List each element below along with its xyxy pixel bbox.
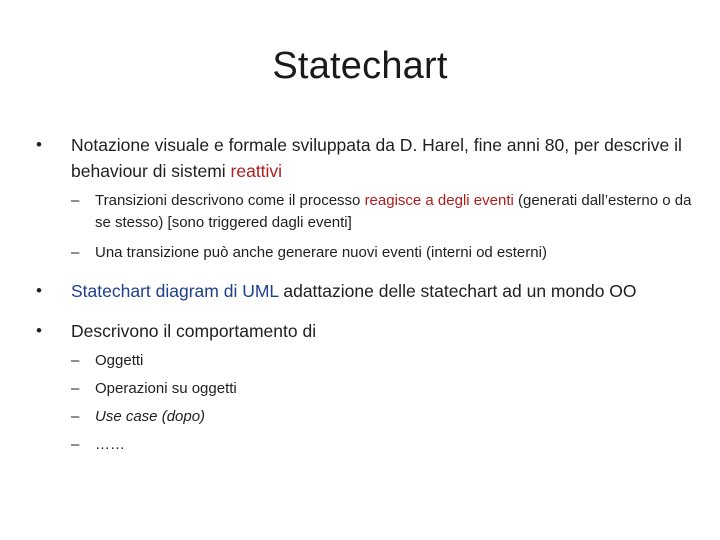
bullet-marker: • — [36, 281, 42, 300]
emphasis-reagisce: reagisce a degli eventi — [364, 192, 514, 209]
subbullet-text: Operazioni su oggetti — [95, 380, 237, 397]
bullet-marker: • — [36, 321, 42, 340]
subbullet-text: Transizioni descrivono come il processo — [95, 192, 365, 209]
subbullet-use-case — [36, 406, 696, 428]
bullet-text: adattazione delle statechart ad un mondo OO — [278, 281, 637, 301]
subbullet-operazioni — [36, 378, 696, 400]
dash-marker: – — [71, 192, 80, 209]
bullet-text: Notazione visuale e formale sviluppata da D. Harel, fine anni 80, per descrive il behaviour di sistemi — [71, 135, 682, 181]
bullet-marker: • — [36, 135, 42, 154]
subbullet-text: Oggetti — [95, 352, 144, 369]
subbullet-oggetti — [36, 350, 696, 372]
bullet-comportamento — [36, 318, 696, 344]
subbullet-nuovi-eventi — [36, 242, 696, 264]
subbullet-ellipsis — [36, 434, 696, 456]
dash-marker: – — [71, 408, 80, 425]
dash-marker: – — [71, 352, 80, 369]
subbullet-text-tail: (generati dall’esterno o da se stesso) [sono triggered dagli eventi] — [95, 192, 692, 231]
bullet-harel-notation — [36, 132, 696, 184]
emphasis-reattivi: reattivi — [230, 161, 283, 181]
subbullet-text: Use case (dopo) — [95, 408, 206, 425]
bullet-text: Descrivono il comportamento di — [71, 321, 317, 341]
subbullet-text: …… — [95, 436, 125, 453]
comportamento-sublist — [36, 350, 696, 456]
slide-title: Statechart — [272, 45, 448, 87]
subbullet-text: Una transizione può anche generare nuovi eventi (interni od esterni) — [95, 244, 547, 261]
dash-marker: – — [71, 380, 80, 397]
dash-marker: – — [71, 244, 80, 261]
slide-content — [36, 132, 696, 462]
emphasis-uml: Statechart diagram di UML — [71, 281, 279, 301]
bullet-uml-statechart — [36, 278, 696, 304]
dash-marker: – — [71, 436, 80, 453]
subbullet-transizioni — [36, 190, 696, 234]
